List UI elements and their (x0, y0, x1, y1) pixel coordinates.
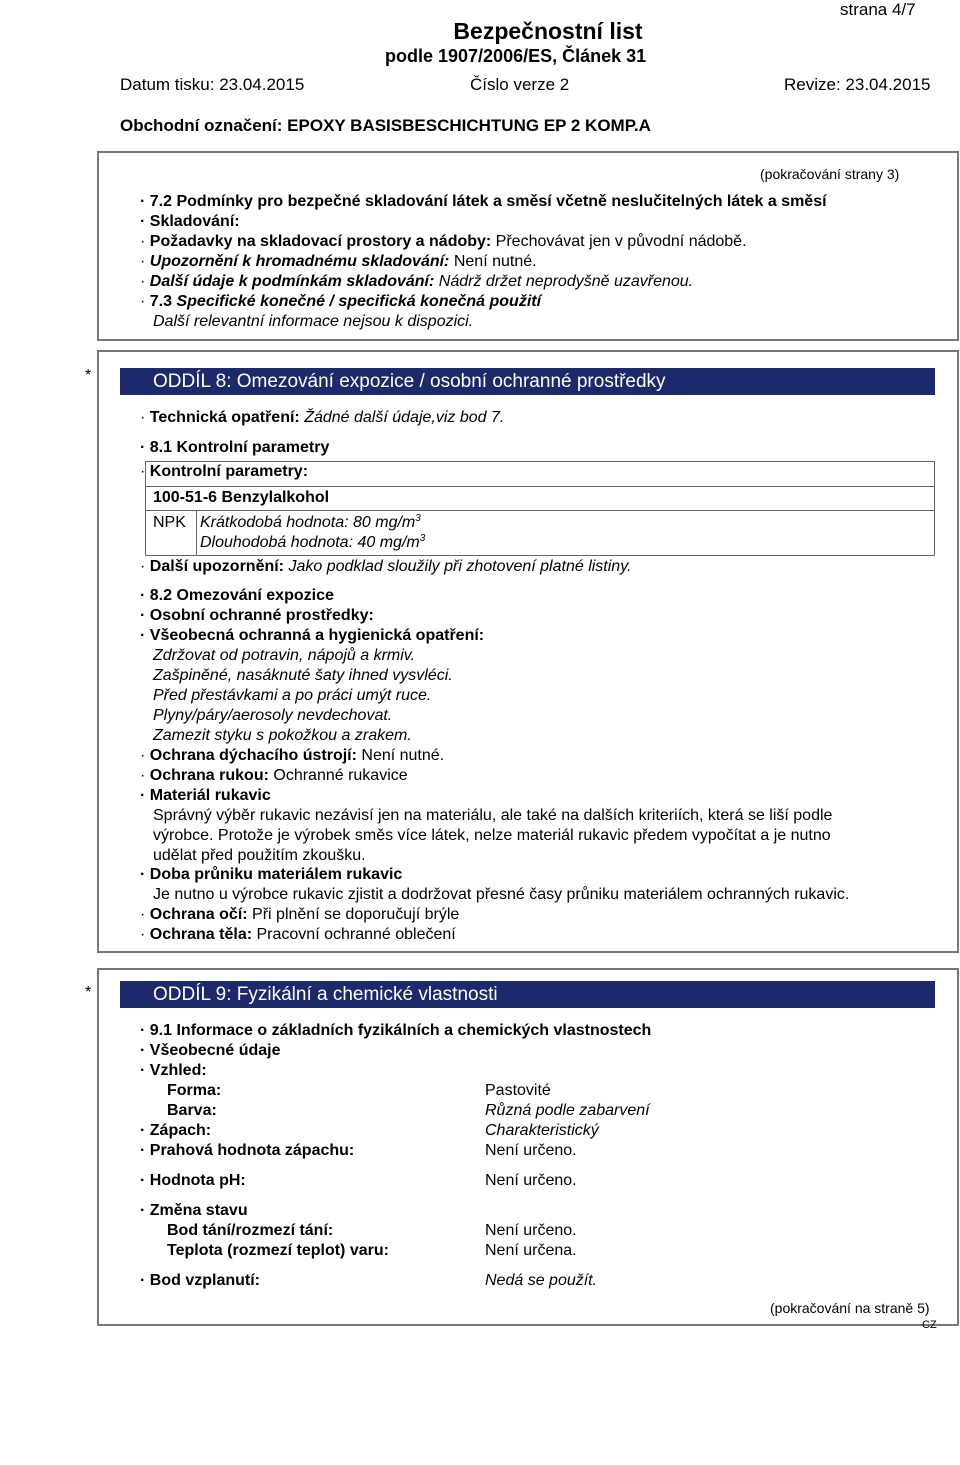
s8-hygiene: · Všeobecná ochranná a hygienická opatření: (140, 627, 485, 644)
property-value: Nedá se použít. (485, 1272, 598, 1289)
property-value: Není určeno. (485, 1142, 577, 1159)
property-value: Pastovité (485, 1082, 551, 1099)
hygiene-line: Zdržovat od potravin, nápojů a krmiv. (153, 647, 416, 664)
hygiene-line: Zamezit styku s pokožkou a zrakem. (153, 727, 412, 744)
s7-storage: · Skladování: (140, 213, 240, 230)
s8-respiratory: · Ochrana dýchacího ústrojí: Není nutné. (140, 747, 445, 764)
table-divider (196, 510, 197, 556)
continued-from: (pokračování strany 3) (760, 166, 900, 182)
s8-glove-material: · Materiál rukavic (140, 787, 271, 804)
s7-heading-7-3: · 7.3 Specifické konečné / specifická konečná použití (140, 293, 542, 310)
s7-further-info: · Další údaje k podmínkám skladování: Nádrž držet neprodyšně uzavřenou. (140, 273, 694, 290)
s8-further-note: · Další upozornění: Jako podklad sloužily při zhotovení platné listiny. (140, 558, 632, 575)
property-label: · Zápach: (140, 1122, 212, 1139)
section-9-marker: * (85, 984, 92, 1001)
s7-heading-7-2: · 7.2 Podmínky pro bezpečné skladování látek a směsí včetně neslučitelných látek a směsí (140, 193, 827, 210)
document-subtitle: podle 1907/2006/ES, Článek 31 (385, 46, 647, 66)
s8-body: · Ochrana těla: Pracovní ochranné oblečení (140, 926, 456, 943)
glove-material-text: Správný výběr rukavic nezávisí jen na materiálu, ale také na dalších kriteriích, která se liší podle (153, 807, 833, 824)
continued-to: (pokračování na straně 5) (770, 1300, 930, 1316)
penetration-text: Je nutno u výrobce rukavic zjistit a dodržovat přesné časy průniku materiálem ochranných rukavic. (153, 886, 850, 903)
trade-name: Obchodní označení: EPOXY BASISBESCHICHTUNG EP 2 KOMP.A (120, 116, 651, 135)
property-value: Není určeno. (485, 1172, 577, 1189)
table-row (146, 510, 934, 511)
s8-hand: · Ochrana rukou: Ochranné rukavice (140, 767, 408, 784)
s8-technical: · Technická opatření: Žádné další údaje,viz bod 7. (140, 409, 505, 426)
property-value: Není určena. (485, 1242, 577, 1259)
table-header: · Kontrolní parametry: (140, 463, 309, 480)
property-label: Teplota (rozmezí teplot) varu: (167, 1242, 389, 1259)
s9-general: · Všeobecné údaje (140, 1042, 281, 1059)
document-title: Bezpečnostní list (453, 18, 643, 44)
hygiene-line: Plyny/páry/aerosoly nevdechovat. (153, 707, 393, 724)
property-label: Forma: (167, 1082, 222, 1099)
limit-code: NPK (153, 514, 186, 531)
property-label: · Změna stavu (140, 1202, 248, 1219)
section-9-heading: ODDÍL 9: Fyzikální a chemické vlastnosti (120, 981, 935, 1008)
control-parameters-table (140, 461, 935, 556)
revision-date: Revize: 23.04.2015 (784, 75, 931, 94)
property-label: · Bod vzplanutí: (140, 1272, 260, 1289)
s9-heading-9-1: · 9.1 Informace o základních fyzikálních a chemických vlastnostech (140, 1022, 652, 1039)
glove-material-text: výrobce. Protože je výrobek směs více látek, nelze materiál rukavic předem vypočítat a je nutno (153, 827, 831, 844)
glove-material-text: udělat před použitím zkoušku. (153, 847, 366, 864)
substance-name: 100-51-6 Benzylalkohol (153, 489, 330, 506)
table-row (146, 486, 934, 487)
property-value: Charakteristický (485, 1122, 599, 1139)
s8-penetration: · Doba průniku materiálem rukavic (140, 866, 403, 883)
s7-bulk-storage: · Upozornění k hromadnému skladování: Není nutné. (140, 253, 537, 270)
property-label: · Prahová hodnota zápachu: (140, 1142, 355, 1159)
hygiene-line: Před přestávkami a po práci umýt ruce. (153, 687, 432, 704)
property-label: Bod tání/rozmezí tání: (167, 1222, 334, 1239)
s7-requirements: · Požadavky na skladovací prostory a nádoby: Přechovávat jen v původní nádobě. (140, 233, 747, 250)
short-term-value: Krátkodobá hodnota: 80 $mg/m^3$ (200, 513, 421, 531)
s7-relevant-info: Další relevantní informace nejsou k dispozici. (153, 313, 474, 330)
property-value: Není určeno. (485, 1222, 577, 1239)
long-term-value: Dlouhodobá hodnota: 40 $mg/m^3$ (200, 533, 426, 551)
s9-appearance: · Vzhled: (140, 1062, 207, 1079)
print-date: Datum tisku: 23.04.2015 (120, 75, 305, 94)
section-8-heading: ODDÍL 8: Omezování expozice / osobní ochranné prostředky (120, 368, 935, 395)
s8-heading-8-1: · 8.1 Kontrolní parametry (140, 439, 330, 456)
property-label: Barva: (167, 1102, 217, 1119)
property-label: · Hodnota pH: (140, 1172, 246, 1189)
property-value: Různá podle zabarvení (485, 1102, 650, 1119)
s8-ppe: · Osobní ochranné prostředky: (140, 607, 374, 624)
page-number: strana 4/7 (840, 0, 916, 19)
hygiene-line: Zašpiněné, nasáknuté šaty ihned vysvléci. (153, 667, 453, 684)
s8-eye: · Ochrana očí: Při plnění se doporučují brýle (140, 906, 460, 923)
language-code: CZ (922, 1319, 937, 1331)
version-number: Číslo verze 2 (470, 75, 570, 94)
s8-heading-8-2: · 8.2 Omezování expozice (140, 587, 334, 604)
section-8-marker: * (85, 367, 92, 384)
